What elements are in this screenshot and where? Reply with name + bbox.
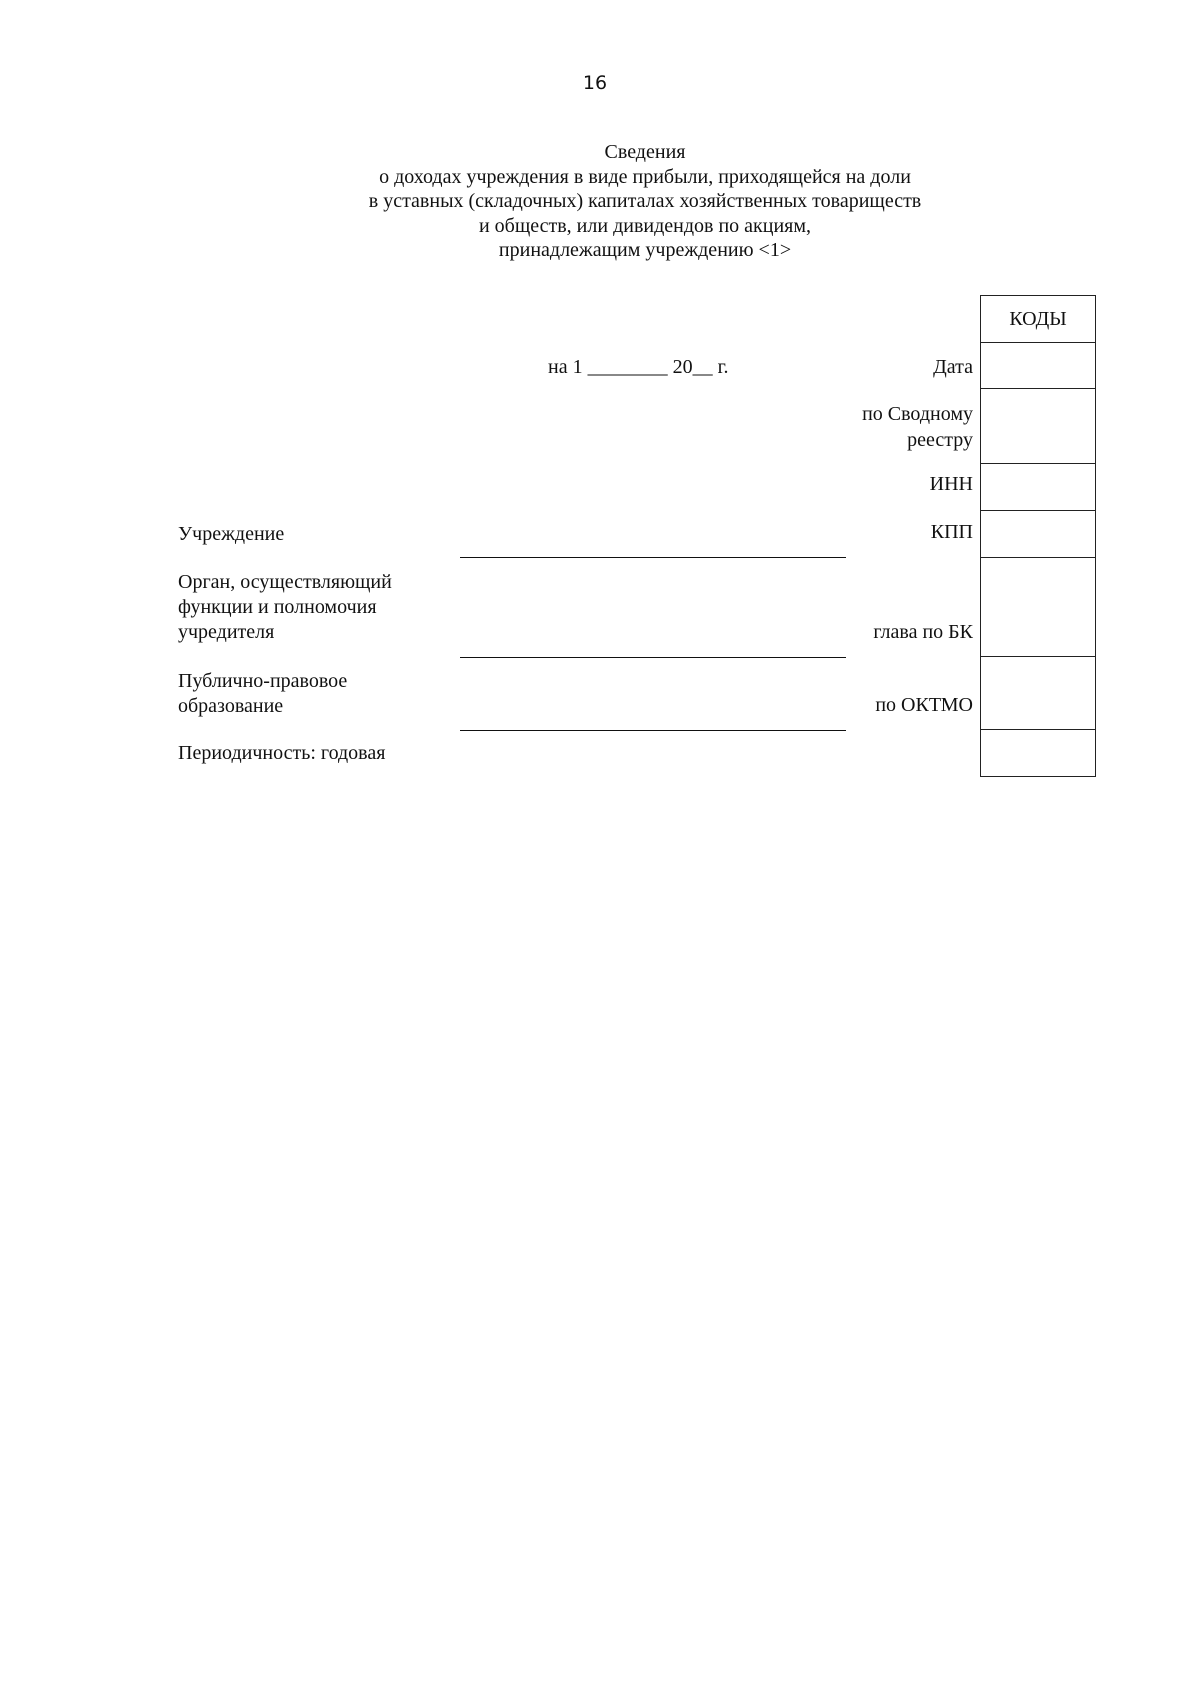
registry-label-line1: по Сводному bbox=[862, 403, 973, 425]
oktmo-label: по ОКТМО bbox=[875, 694, 973, 716]
bk-label: глава по БК bbox=[873, 621, 973, 643]
municipality-underline[interactable] bbox=[460, 730, 846, 731]
title-line: Сведения bbox=[604, 141, 686, 163]
registry-code-cell[interactable] bbox=[981, 389, 1095, 464]
founder-label-line1: Орган, осуществляющий bbox=[178, 571, 392, 593]
inn-label: ИНН bbox=[929, 473, 973, 495]
title-line: и обществ, или дивидендов по акциям, bbox=[478, 214, 812, 237]
title-line: о доходах учреждения в виде прибыли, приходящейся на доли bbox=[379, 165, 911, 188]
title-line: в уставных (складочных) капиталах хозяйственных товариществ bbox=[368, 190, 922, 212]
report-date-line: на 1 ________ 20__ г. bbox=[548, 356, 729, 378]
founder-underline[interactable] bbox=[460, 657, 846, 658]
bk-code-cell[interactable] bbox=[981, 558, 1095, 657]
date-code-cell[interactable] bbox=[981, 343, 1095, 389]
institution-label: Учреждение bbox=[178, 523, 285, 545]
date-label: Дата bbox=[933, 356, 973, 378]
periodicity-code-cell[interactable] bbox=[981, 730, 1095, 776]
document-title bbox=[300, 140, 990, 263]
registry-label-line2: реестру bbox=[907, 429, 973, 451]
institution-underline[interactable] bbox=[460, 557, 846, 558]
founder-label-line2: функции и полномочия bbox=[178, 596, 377, 618]
periodicity-label: Периодичность: годовая bbox=[178, 742, 386, 764]
page-number: 16 bbox=[582, 72, 608, 94]
municipality-label-line1: Публично-правовое bbox=[178, 670, 348, 692]
codes-table bbox=[980, 295, 1096, 777]
founder-label-line3: учредителя bbox=[178, 621, 275, 643]
inn-code-cell[interactable] bbox=[981, 464, 1095, 511]
title-line: принадлежащим учреждению <1> bbox=[498, 239, 792, 261]
oktmo-code-cell[interactable] bbox=[981, 657, 1095, 730]
kpp-label: КПП bbox=[930, 521, 973, 543]
codes-header: КОДЫ bbox=[981, 296, 1095, 343]
municipality-label-line2: образование bbox=[178, 695, 284, 717]
kpp-code-cell[interactable] bbox=[981, 511, 1095, 558]
